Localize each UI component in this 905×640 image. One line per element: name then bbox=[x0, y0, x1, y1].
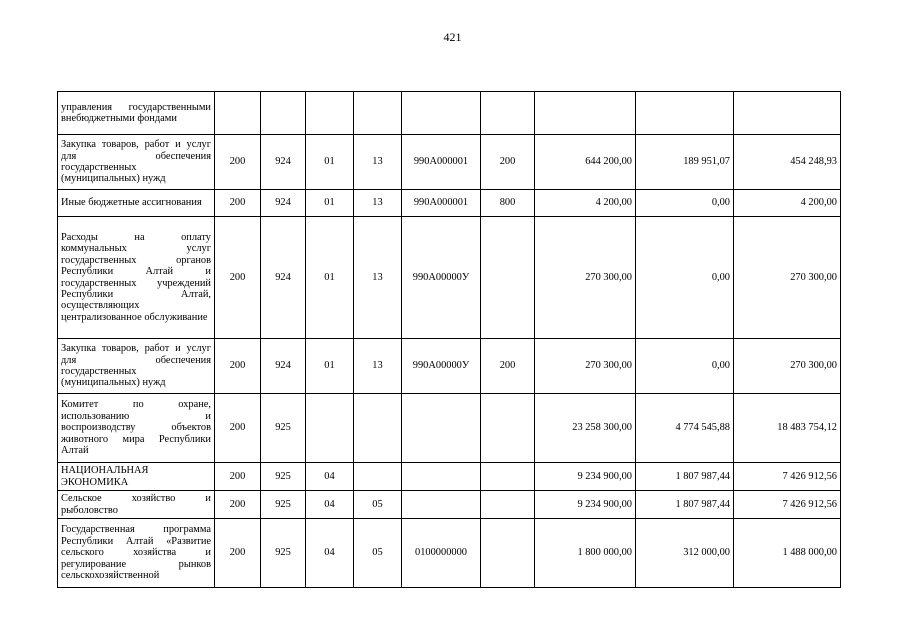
table-row bbox=[58, 135, 841, 190]
code-cell: 0100000000 bbox=[402, 519, 481, 588]
row-name: Комитет по охране, использованию и воспроизводству объектов животного мира Республики Алтай bbox=[58, 394, 215, 463]
code-cell bbox=[306, 92, 354, 135]
amount-cell: 270 300,00 bbox=[734, 339, 841, 394]
amount-cell: 1 488 000,00 bbox=[734, 519, 841, 588]
amount-cell: 1 800 000,00 bbox=[535, 519, 636, 588]
code-cell: 13 bbox=[354, 135, 402, 190]
amount-cell: 9 234 900,00 bbox=[535, 463, 636, 491]
code-cell: 13 bbox=[354, 217, 402, 339]
row-name: Иные бюджетные ассигнования bbox=[58, 190, 215, 217]
table-row bbox=[58, 491, 841, 519]
amount-cell: 189 951,07 bbox=[636, 135, 734, 190]
code-cell: 200 bbox=[215, 135, 261, 190]
code-cell bbox=[215, 92, 261, 135]
amount-cell: 4 200,00 bbox=[535, 190, 636, 217]
code-cell bbox=[481, 463, 535, 491]
amount-cell: 7 426 912,56 bbox=[734, 463, 841, 491]
table-row bbox=[58, 190, 841, 217]
amount-cell: 4 774 545,88 bbox=[636, 394, 734, 463]
code-cell: 200 bbox=[481, 135, 535, 190]
row-name: Закупка товаров, работ и услуг для обеспечения государственных (муниципальных) нужд bbox=[58, 339, 215, 394]
amount-cell bbox=[636, 92, 734, 135]
row-name: Расходы на оплату коммунальных услуг государственных органов Республики Алтай и государственных учреждений Республики Алтай, осуществляющих централизованное обслуживание bbox=[58, 217, 215, 339]
code-cell: 925 bbox=[261, 519, 306, 588]
code-cell bbox=[261, 92, 306, 135]
code-cell: 925 bbox=[261, 394, 306, 463]
code-cell: 990А00000У bbox=[402, 217, 481, 339]
code-cell: 925 bbox=[261, 463, 306, 491]
row-name: НАЦИОНАЛЬНАЯ ЭКОНОМИКА bbox=[58, 463, 215, 491]
amount-cell: 0,00 bbox=[636, 217, 734, 339]
code-cell: 04 bbox=[306, 491, 354, 519]
code-cell: 01 bbox=[306, 217, 354, 339]
amount-cell: 1 807 987,44 bbox=[636, 491, 734, 519]
amount-cell: 0,00 bbox=[636, 190, 734, 217]
code-cell bbox=[306, 394, 354, 463]
table-row bbox=[58, 463, 841, 491]
amount-cell bbox=[734, 92, 841, 135]
row-name: Сельское хозяйство и рыболовство bbox=[58, 491, 215, 519]
code-cell bbox=[481, 491, 535, 519]
code-cell: 200 bbox=[215, 394, 261, 463]
code-cell: 990А000001 bbox=[402, 135, 481, 190]
code-cell bbox=[354, 463, 402, 491]
code-cell: 924 bbox=[261, 190, 306, 217]
code-cell: 200 bbox=[215, 519, 261, 588]
amount-cell: 312 000,00 bbox=[636, 519, 734, 588]
amount-cell: 7 426 912,56 bbox=[734, 491, 841, 519]
code-cell: 13 bbox=[354, 339, 402, 394]
code-cell bbox=[481, 519, 535, 588]
budget-table-body bbox=[58, 92, 841, 588]
code-cell: 924 bbox=[261, 339, 306, 394]
code-cell bbox=[354, 92, 402, 135]
code-cell: 04 bbox=[306, 463, 354, 491]
table-row bbox=[58, 217, 841, 339]
code-cell: 01 bbox=[306, 135, 354, 190]
code-cell: 200 bbox=[215, 217, 261, 339]
amount-cell: 454 248,93 bbox=[734, 135, 841, 190]
row-name: Государственная программа Республики Алтай «Развитие сельского хозяйства и регулирование рынков сельскохозяйственной bbox=[58, 519, 215, 588]
code-cell bbox=[481, 92, 535, 135]
code-cell bbox=[481, 394, 535, 463]
code-cell: 925 bbox=[261, 491, 306, 519]
amount-cell: 4 200,00 bbox=[734, 190, 841, 217]
code-cell: 04 bbox=[306, 519, 354, 588]
code-cell: 924 bbox=[261, 217, 306, 339]
code-cell bbox=[354, 394, 402, 463]
code-cell bbox=[402, 394, 481, 463]
code-cell: 05 bbox=[354, 491, 402, 519]
amount-cell: 270 300,00 bbox=[734, 217, 841, 339]
code-cell bbox=[402, 463, 481, 491]
amount-cell: 644 200,00 bbox=[535, 135, 636, 190]
page-number: 421 bbox=[443, 30, 462, 44]
code-cell: 200 bbox=[215, 339, 261, 394]
code-cell: 01 bbox=[306, 190, 354, 217]
amount-cell: 0,00 bbox=[636, 339, 734, 394]
code-cell: 924 bbox=[261, 135, 306, 190]
table-row bbox=[58, 519, 841, 588]
amount-cell: 18 483 754,12 bbox=[734, 394, 841, 463]
code-cell bbox=[402, 491, 481, 519]
amount-cell bbox=[535, 92, 636, 135]
row-name: Закупка товаров, работ и услуг для обеспечения государственных (муниципальных) нужд bbox=[58, 135, 215, 190]
code-cell: 800 bbox=[481, 190, 535, 217]
code-cell: 990А000001 bbox=[402, 190, 481, 217]
amount-cell: 9 234 900,00 bbox=[535, 491, 636, 519]
code-cell: 13 bbox=[354, 190, 402, 217]
budget-table bbox=[57, 91, 841, 588]
table-row bbox=[58, 394, 841, 463]
amount-cell: 270 300,00 bbox=[535, 217, 636, 339]
code-cell: 200 bbox=[215, 463, 261, 491]
code-cell bbox=[481, 217, 535, 339]
amount-cell: 1 807 987,44 bbox=[636, 463, 734, 491]
code-cell bbox=[402, 92, 481, 135]
table-row bbox=[58, 92, 841, 135]
amount-cell: 270 300,00 bbox=[535, 339, 636, 394]
row-name: управления государственными внебюджетными фондами bbox=[58, 92, 215, 135]
code-cell: 990А00000У bbox=[402, 339, 481, 394]
code-cell: 05 bbox=[354, 519, 402, 588]
code-cell: 200 bbox=[215, 491, 261, 519]
code-cell: 200 bbox=[481, 339, 535, 394]
table-row bbox=[58, 339, 841, 394]
amount-cell: 23 258 300,00 bbox=[535, 394, 636, 463]
code-cell: 200 bbox=[215, 190, 261, 217]
code-cell: 01 bbox=[306, 339, 354, 394]
